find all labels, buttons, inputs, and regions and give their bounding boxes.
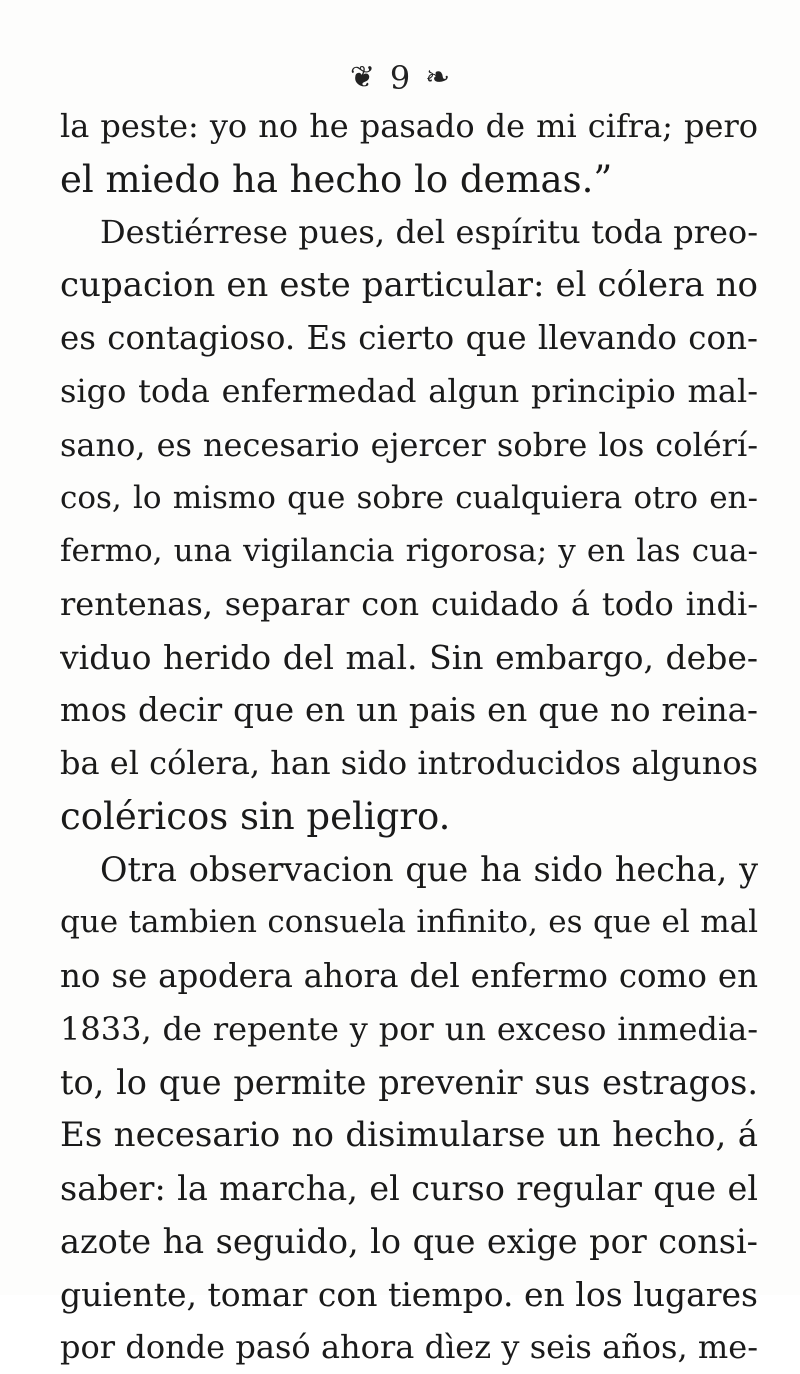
text-line: 1833, de repente y por un exceso inmedia- [60,1009,758,1048]
text-line: el miedo ha hecho lo demas.” [60,158,613,202]
paragraph-start-line: Otra observacion que ha sido hecha, y [100,850,758,890]
text-line: fermo, una vigilancia rigorosa; y en las cua- [60,532,758,569]
text-line: azote ha seguido, lo que exige por consi- [60,1221,758,1261]
text-line: saber: la marcha, el curso regular que el [60,1168,758,1208]
text-line: sano, es necesario ejercer sobre los colérí- [60,425,758,464]
text-line: cupacion en este particular: el cólera no [60,265,758,306]
text-line: mos decir que en un pais en que no reina- [60,691,758,730]
text-line: es contagioso. Es cierto que llevando con- [60,319,758,358]
text-line: ba el cólera, han sido introducidos algunos [60,744,758,783]
paragraph-start-line: Destiérrese pues, del espíritu toda preo- [100,213,758,252]
text-line: Es necesario no disimularse un hecho, á [60,1114,758,1155]
text-line: to, lo que permite prevenir sus estragos. [60,1062,758,1102]
text-line: rentenas, separar con cuidado á todo indi- [60,584,758,623]
body-text [60,100,758,1374]
text-line: por donde pasó ahora dìez y seis años, me- [60,1328,758,1367]
page-header [0,56,800,98]
right-ornament-icon: ❧ [424,60,451,95]
text-line: cos, lo mismo que sobre cualquiera otro en- [60,479,758,516]
text-line: viduo herido del mal. Sin embargo, debe- [60,637,758,677]
text-line: la peste: yo no he pasado de mi cifra; pero [60,107,758,145]
text-line: no se apodera ahora del enfermo como en [60,956,758,995]
left-ornament-icon: ❦ [349,60,375,95]
text-line: sigo toda enfermedad algun principio mal- [60,372,758,411]
text-line: que tambien consuela infinito, es que el mal [60,904,758,941]
page-number: 9 [389,59,411,97]
text-line: guiente, tomar con tiempo. en los lugares [60,1275,758,1315]
text-line: coléricos sin peligro. [60,795,451,839]
